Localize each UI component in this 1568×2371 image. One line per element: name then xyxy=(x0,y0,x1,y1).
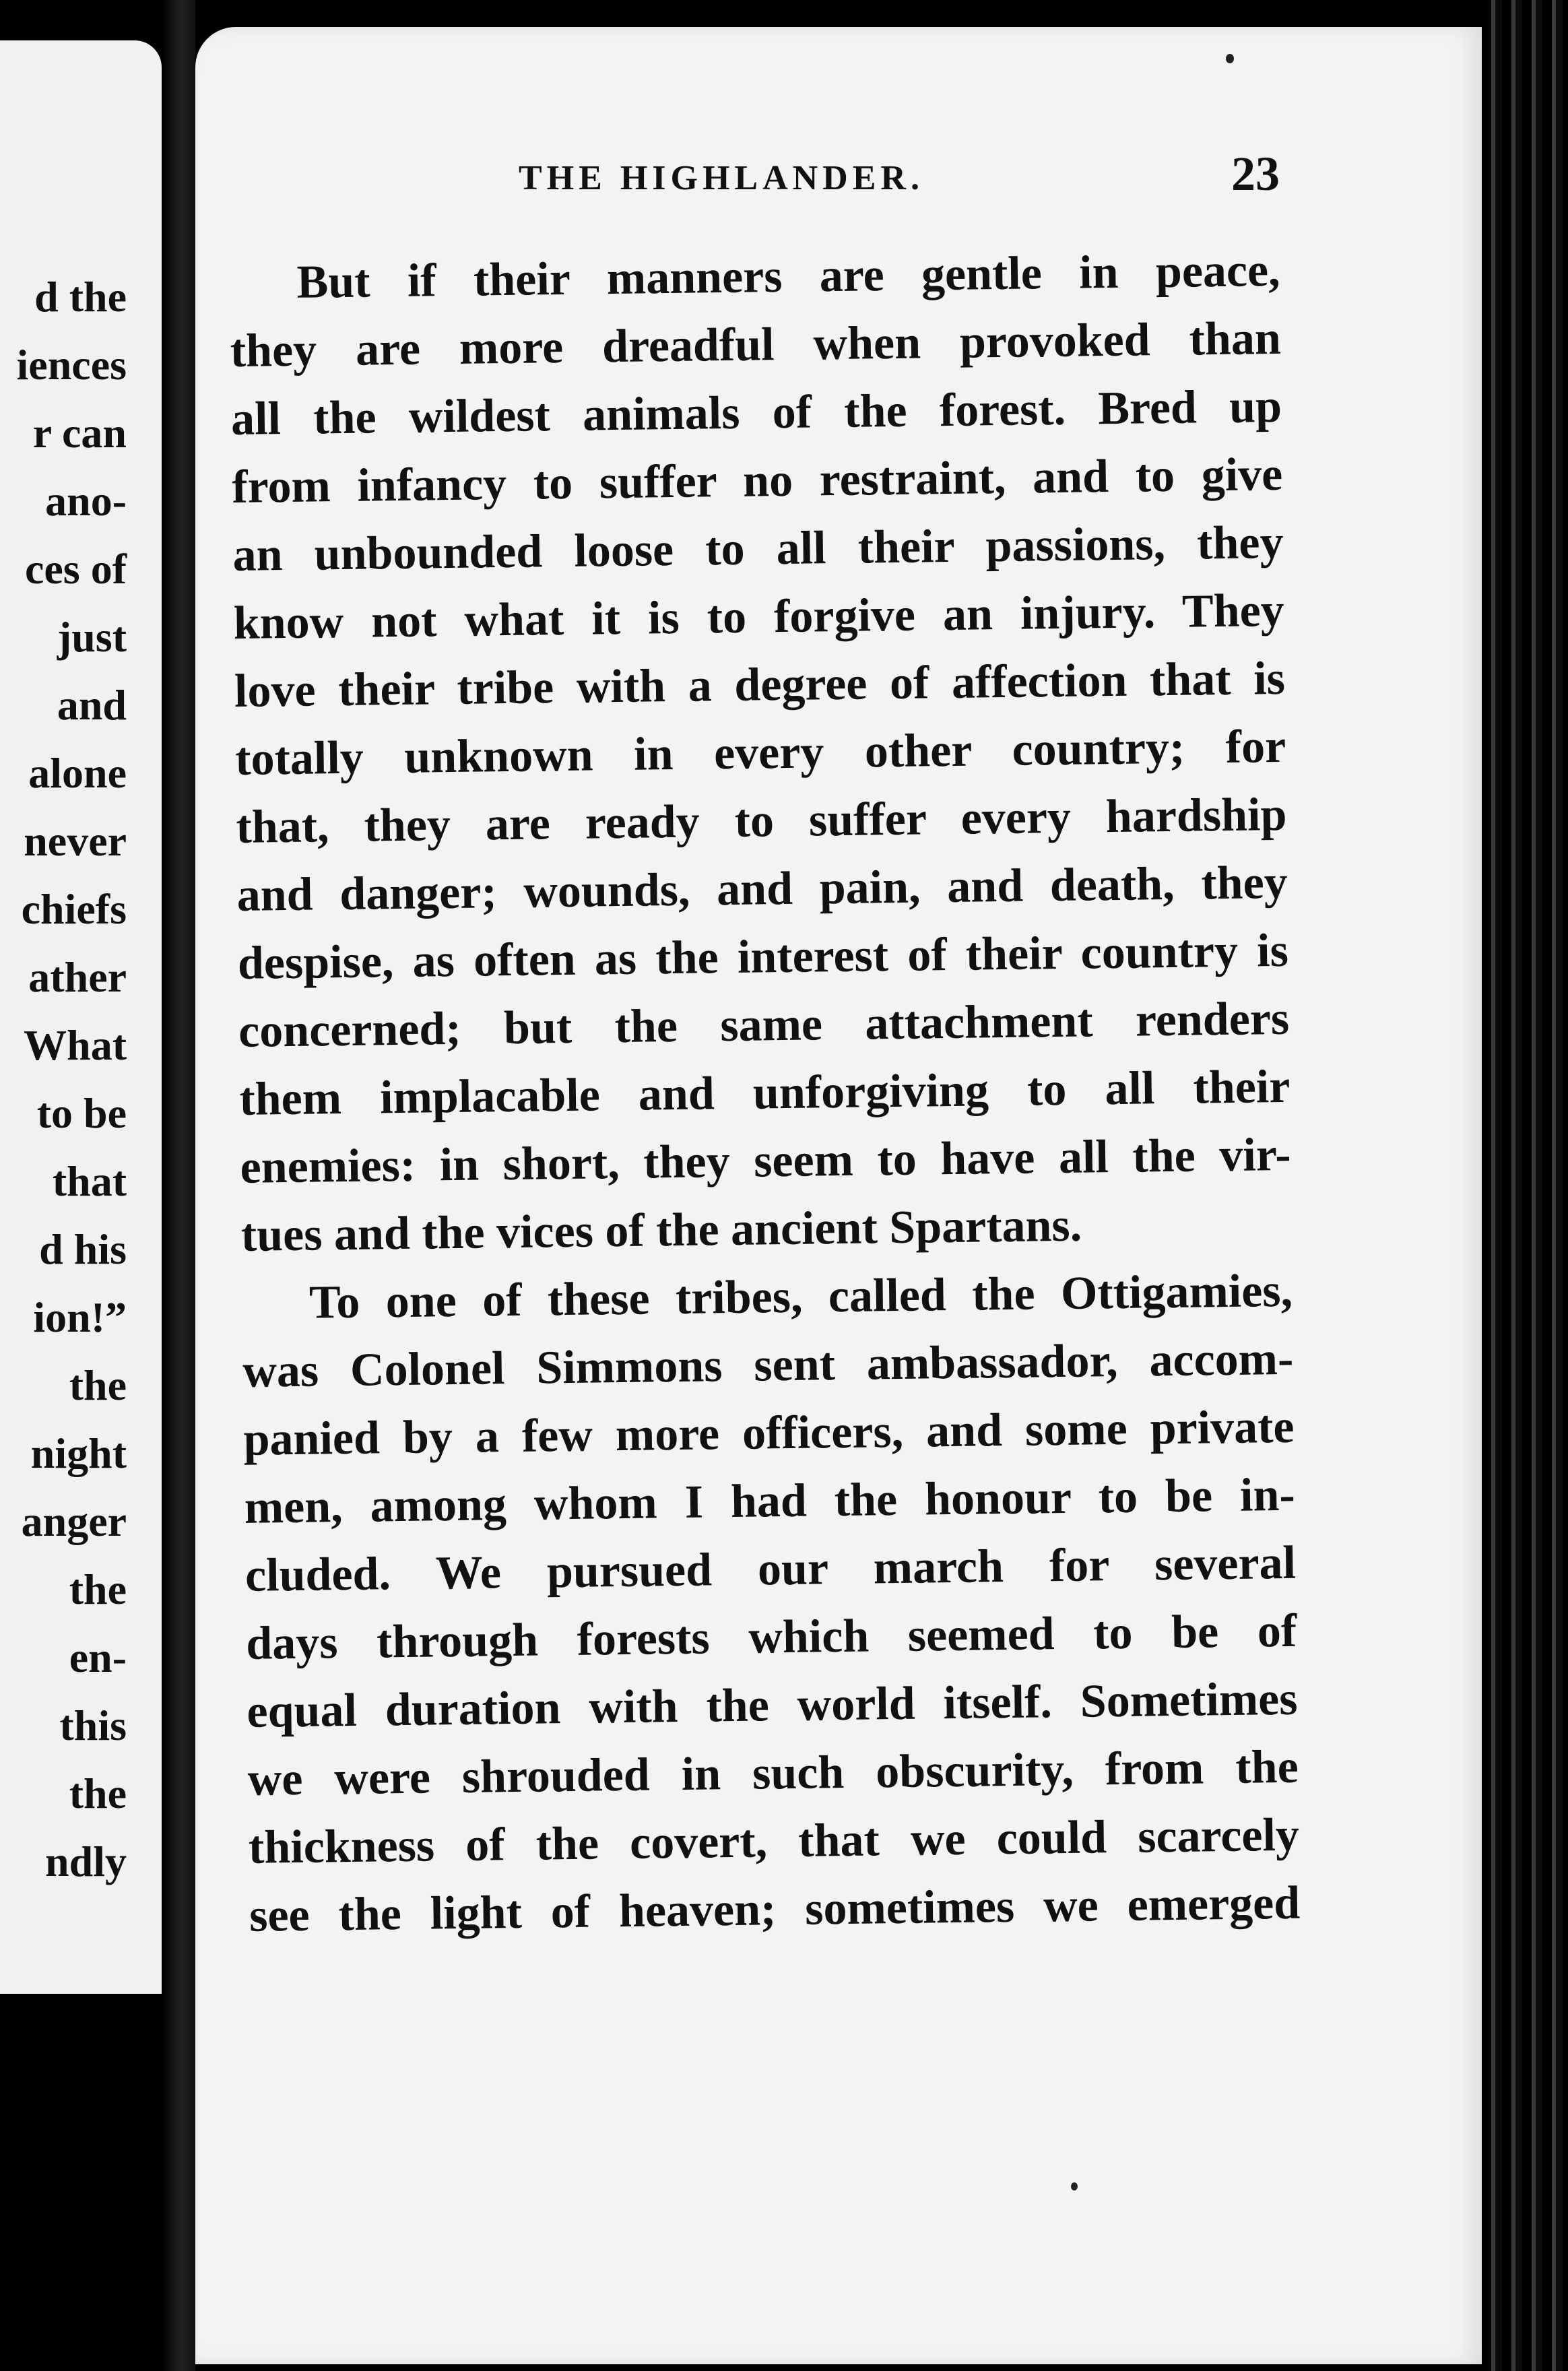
previous-page-line: anger xyxy=(21,1497,127,1545)
text-line: enemies: in short, they seem to have all the vir- xyxy=(240,1128,1292,1194)
text-line: love their tribe with a degree of affection that is xyxy=(234,652,1286,717)
previous-page-line: the xyxy=(69,1769,127,1817)
text-line: thickness of the covert, that we could scarcely xyxy=(248,1809,1300,1874)
text-line: tues and the vices of the ancient Spartans. xyxy=(240,1199,1082,1262)
previous-page-line: night xyxy=(30,1429,127,1477)
page-number: 23 xyxy=(1231,147,1280,201)
previous-page-line: to be xyxy=(36,1089,127,1137)
previous-page-line: ather xyxy=(28,953,127,1001)
text-line: men, among whom I had the honour to be in- xyxy=(244,1468,1296,1534)
text-line: panied by a few more officers, and some private xyxy=(243,1400,1295,1466)
text-line: all the wildest animals of the forest. Bred up xyxy=(230,380,1282,445)
previous-page-fragment xyxy=(0,40,162,1994)
previous-page-line: What xyxy=(24,1021,127,1069)
previous-page-line: ion!” xyxy=(33,1293,127,1341)
text-line: an unbounded loose to all their passions, they xyxy=(232,516,1284,581)
previous-page-line: this xyxy=(59,1701,127,1749)
text-line: To one of these tribes, called the Ottigamies, xyxy=(308,1264,1293,1329)
paragraph xyxy=(229,236,1292,1270)
text-line: cluded. We pursued our march for several xyxy=(244,1536,1297,1602)
running-title: THE HIGHLANDER. xyxy=(519,159,924,197)
text-line: and danger; wounds, and pain, and death, they xyxy=(236,856,1288,921)
previous-page-line: the xyxy=(69,1565,127,1613)
text-line: see the light of heaven; sometimes we emerged xyxy=(249,1877,1301,1942)
book-gutter xyxy=(162,0,195,2371)
text-line: that, they are ready to suffer every hardship xyxy=(236,788,1287,853)
text-line: know not what it is to forgive an injury. They xyxy=(233,584,1285,649)
previous-page-line: ndly xyxy=(45,1838,127,1885)
previous-page-line: d the xyxy=(34,273,127,321)
text-line: despise, as often as the interest of their country is xyxy=(237,924,1289,989)
previous-page-line: en- xyxy=(69,1633,127,1681)
previous-page-line: r can xyxy=(32,409,127,457)
text-line: from infancy to suffer no restraint, and to give xyxy=(231,448,1283,513)
text-line: them implacable and unforgiving to all their xyxy=(238,1060,1291,1126)
previous-page-line: that xyxy=(52,1157,127,1205)
previous-page-line: alone xyxy=(28,749,127,797)
text-line: days through forests which seemed to be of xyxy=(245,1604,1297,1670)
text-line: totally unknown in every other country; for xyxy=(234,720,1286,785)
previous-page-line: the xyxy=(69,1361,127,1409)
previous-page-line: never xyxy=(24,817,127,865)
text-line: we were shrouded in such obscurity, from the xyxy=(247,1741,1299,1806)
text-line: concerned; but the same attachment renders xyxy=(238,992,1290,1058)
text-line: But if their manners are gentle in peace, xyxy=(296,244,1280,308)
ink-speck xyxy=(1071,2182,1078,2190)
previous-page-line: ano- xyxy=(45,477,127,525)
running-head xyxy=(323,147,1280,205)
previous-page-line: d his xyxy=(39,1225,127,1273)
ink-speck xyxy=(1226,54,1234,63)
body-text xyxy=(229,236,1301,1950)
page-edges xyxy=(1482,0,1568,2371)
paragraph xyxy=(242,1257,1301,1950)
text-line: was Colonel Simmons sent ambassador, accom- xyxy=(242,1332,1294,1398)
previous-page-line: ces of xyxy=(24,545,127,593)
previous-page-text xyxy=(0,263,127,1895)
previous-page-line: just xyxy=(57,613,127,661)
previous-page-line: and xyxy=(57,681,127,729)
previous-page-line: iences xyxy=(16,341,127,389)
text-line: they are more dreadful when provoked than xyxy=(230,312,1282,377)
previous-page-line: chiefs xyxy=(21,885,127,933)
text-line: equal duration with the world itself. Sometimes xyxy=(247,1672,1298,1738)
